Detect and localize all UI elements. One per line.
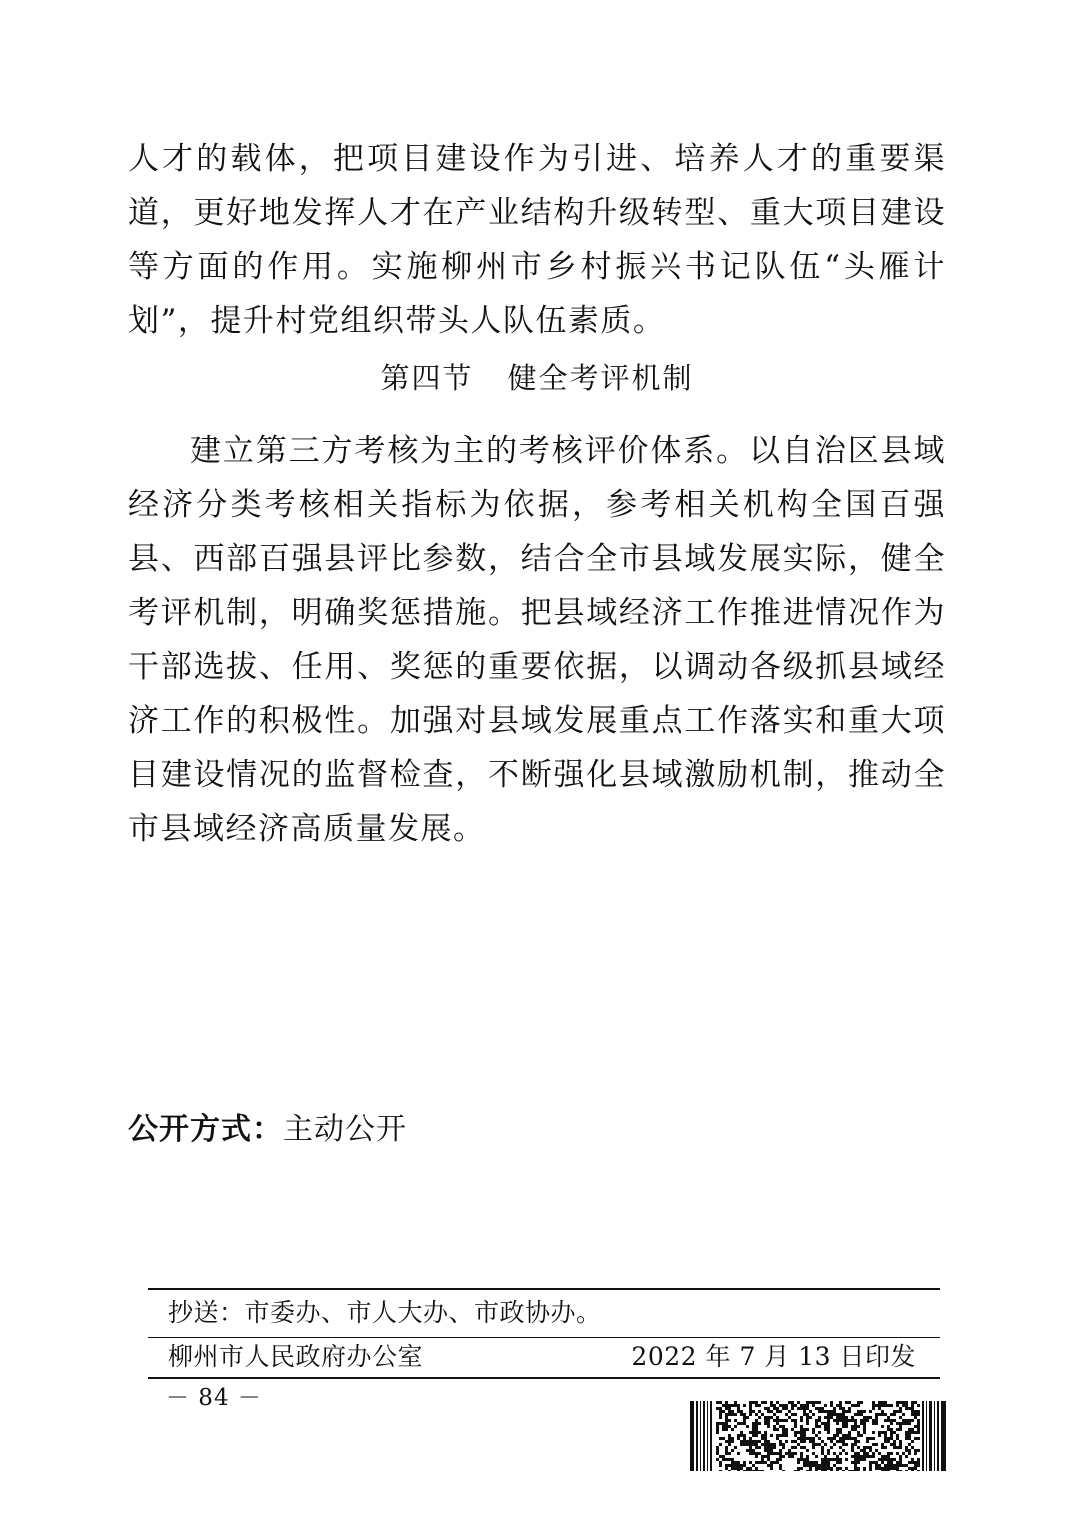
page-number: － 84 － [166, 1385, 262, 1411]
issuing-office: 柳州市人民政府办公室 [168, 1342, 424, 1371]
disclosure-value: 主动公开 [283, 1112, 407, 1147]
footer-rule-bottom [148, 1377, 940, 1379]
issue-date: 2022 年 7 月 13 日印发 [631, 1342, 916, 1371]
disclosure-line [128, 1108, 407, 1152]
barcode-icon [690, 1401, 946, 1471]
cc-line: 抄送：市委办、市人大办、市政协办。 [168, 1298, 602, 1327]
section-heading-title: 健全考评机制 [507, 361, 694, 395]
body-paragraph-1: 人才的载体，把项目建设作为引进、培养人才的重要渠道，更好地发挥人才在产业结构升级转型、重大项目建设等方面的作用。实施柳州市乡村振兴书记队伍“头雁计划”，提升村党组织带头人队伍素质。 [128, 141, 946, 339]
section-heading-number: 第四节 [380, 361, 474, 395]
body-paragraph-2: 建立第三方考核为主的考核评价体系。以自治区县域经济分类考核相关指标为依据，参考相关机构全国百强县、西部百强县评比参数，结合全市县域发展实际，健全考评机制，明确奖惩措施。把县域经济工作推进情况作为干部选拔、任用、奖惩的重要依据，以调动各级抓县域经济工作的积极性。加强对县域发展重点工作落实和重大项目建设情况的监督检查，不断强化县域激励机制，推动全市县域经济高质量发展。 [128, 433, 946, 847]
disclosure-label: 公开方式： [128, 1112, 283, 1147]
footer-rule-top [148, 1288, 940, 1290]
section-heading [0, 353, 1074, 403]
